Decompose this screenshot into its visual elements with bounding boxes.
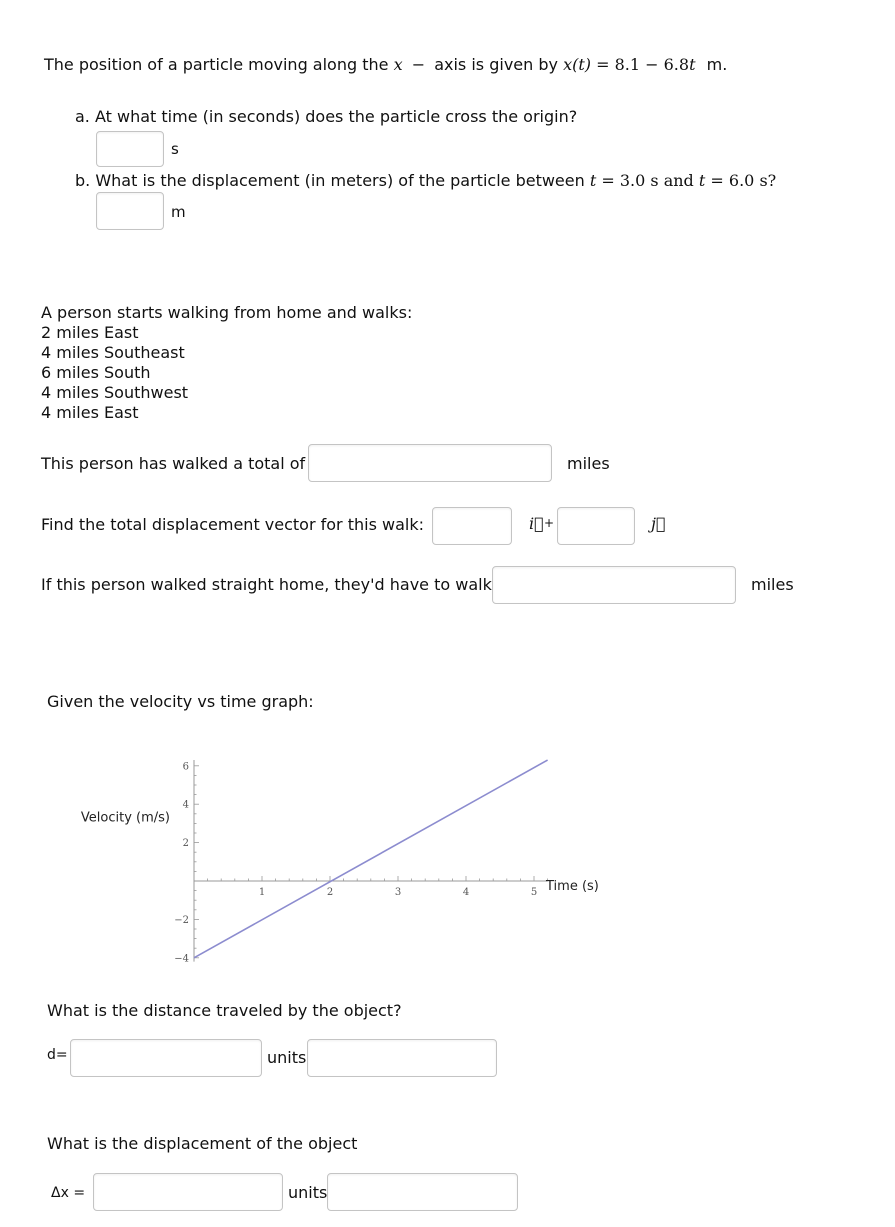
part-b-text: b. What is the displacement (in meters) of the particle between [75, 171, 585, 190]
problem1-unit: m. [706, 55, 728, 74]
graph-intro: Given the velocity vs time graph: [47, 692, 314, 711]
displacement-vector-label: Find the total displacement vector for this walk: [41, 515, 424, 534]
straight-home-input[interactable] [492, 566, 736, 604]
answer-a-unit: s [171, 140, 179, 158]
problem1-intro-text: The position of a particle moving along the [44, 55, 389, 74]
velocity-time-chart [0, 740, 640, 990]
displacement-i-input[interactable] [432, 507, 512, 545]
problem2-text [41, 303, 412, 423]
walk-leg: 4 miles Southeast [41, 343, 185, 362]
plus-sign: + [544, 516, 555, 530]
answer-b-unit: m [171, 203, 186, 221]
x-tick-label: 4 [462, 887, 470, 898]
problem1-part-a: a. At what time (in seconds) does the particle cross the origin? [75, 107, 578, 126]
x-tick-label: 1 [258, 887, 266, 898]
walk-leg: 6 miles South [41, 363, 151, 382]
distance-units-input[interactable] [307, 1039, 497, 1077]
math-t1: t [589, 171, 597, 190]
part-b-s1: s and [650, 171, 694, 190]
answer-b-input[interactable] [96, 192, 164, 230]
j-hat-symbol: j⃗ [651, 514, 666, 533]
problem1-intro [44, 55, 727, 74]
dx-label: Δx = [51, 1185, 86, 1201]
i-hat-symbol: i⃗ [529, 514, 544, 533]
problem2-intro: A person starts walking from home and walks: [41, 303, 413, 322]
distance-units-label: units [267, 1048, 307, 1067]
x-tick-label: 5 [530, 887, 538, 898]
x-axis-label: Time (s) [546, 879, 599, 894]
total-distance-label: This person has walked a total of [41, 454, 306, 473]
math-x: x [393, 55, 403, 74]
d-label: d= [47, 1047, 68, 1063]
part-b-s2: s? [759, 171, 777, 190]
answer-a-input[interactable] [96, 131, 164, 167]
math-equation: = 8.1 − 6.8 [596, 55, 690, 74]
total-distance-unit: miles [567, 454, 610, 473]
straight-home-label: If this person walked straight home, they'd have to walk [41, 575, 492, 594]
straight-home-unit: miles [751, 575, 794, 594]
math-t: t [689, 55, 696, 74]
y-tick-label: 4 [182, 799, 189, 811]
walk-leg: 2 miles East [41, 323, 139, 342]
math-t2: t [698, 171, 706, 190]
walk-leg: 4 miles Southwest [41, 383, 189, 402]
math-minus: − [411, 55, 426, 74]
math-func: x(t) [563, 55, 592, 74]
displacement-units-label: units [288, 1183, 328, 1202]
y-tick-label: 6 [182, 761, 189, 773]
distance-question: What is the distance traveled by the object? [47, 1001, 402, 1020]
displacement-units-input[interactable] [327, 1173, 518, 1211]
distance-input[interactable] [70, 1039, 262, 1077]
x-tick-label: 2 [326, 887, 334, 898]
y-tick-label: −2 [174, 914, 189, 926]
y-tick-label: −4 [174, 953, 189, 965]
displacement-j-input[interactable] [557, 507, 635, 545]
y-axis-label: Velocity (m/s) [80, 810, 170, 826]
total-distance-input[interactable] [308, 444, 552, 482]
math-eq2: = 6.0 [710, 171, 755, 190]
series-line-velocity [194, 760, 548, 958]
math-eq1: = 3.0 [601, 171, 646, 190]
problem1-intro-mid: axis is given by [434, 55, 558, 74]
y-tick-label: 2 [182, 838, 189, 850]
problem1-part-b [75, 171, 776, 190]
displacement-input[interactable] [93, 1173, 283, 1211]
x-tick-label: 3 [394, 887, 402, 898]
displacement-question: What is the displacement of the object [47, 1134, 358, 1153]
walk-leg: 4 miles East [41, 403, 139, 422]
